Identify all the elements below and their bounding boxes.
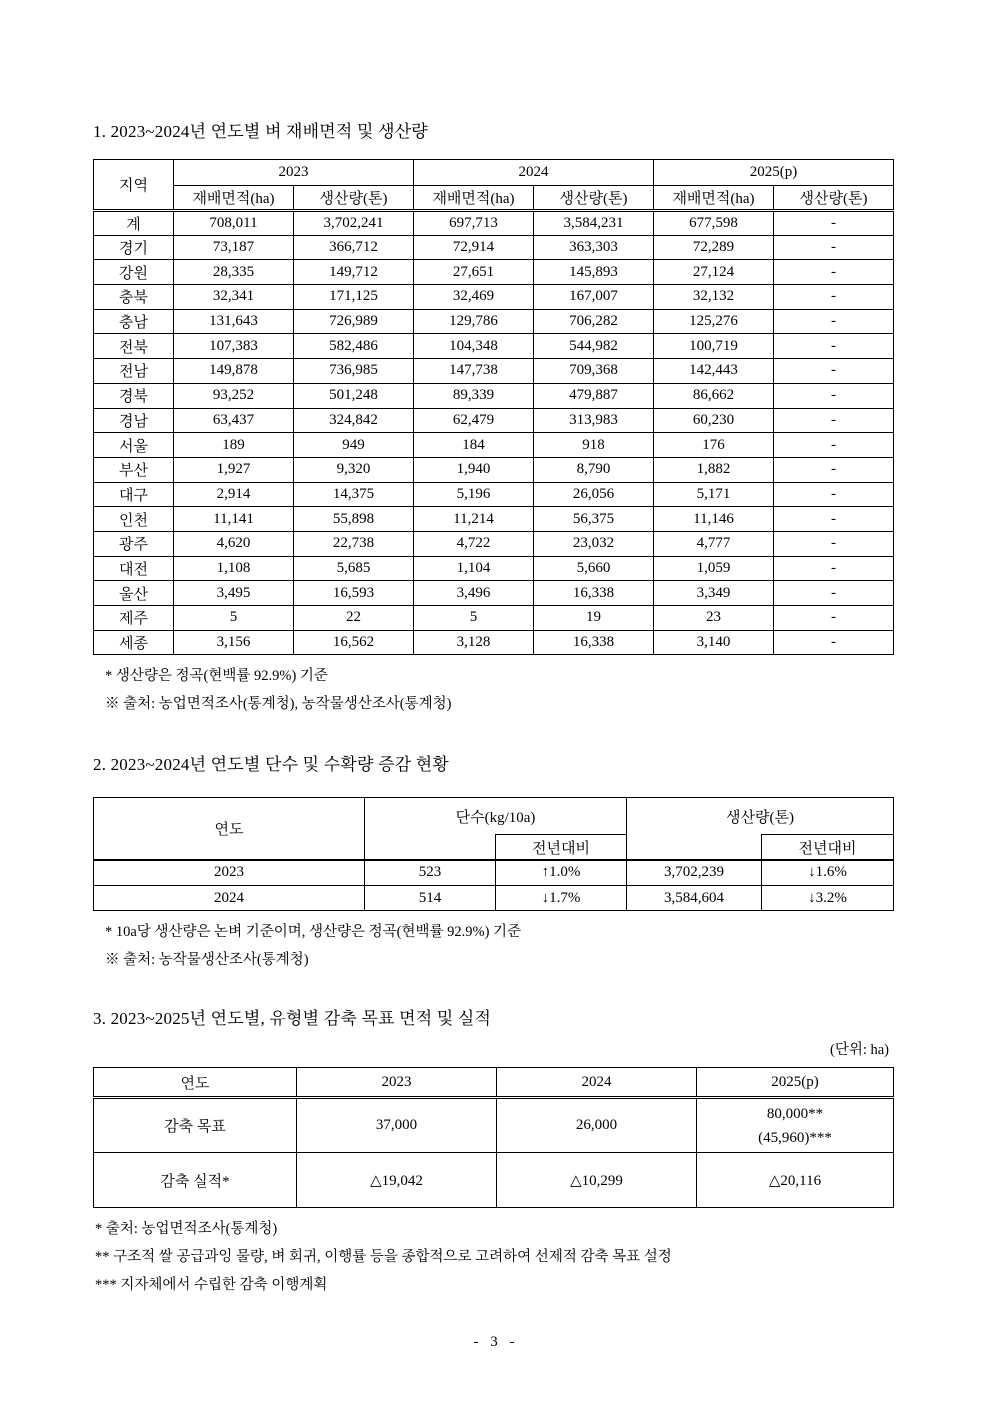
region-cell: 부산 xyxy=(94,457,174,482)
actual-2023-cell: △19,042 xyxy=(297,1153,497,1208)
spacer-cell xyxy=(627,835,762,860)
value-cell: 142,443 xyxy=(654,359,774,384)
production-header-cell: 생산량(톤) xyxy=(534,186,654,211)
value-cell: - xyxy=(774,531,894,556)
value-cell: 5 xyxy=(174,606,294,631)
yield-yoy-cell: ↓1.7% xyxy=(496,885,627,911)
value-cell: 708,011 xyxy=(174,211,294,236)
actual-2024-cell: △10,299 xyxy=(497,1153,697,1208)
value-cell: 582,486 xyxy=(294,334,414,359)
value-cell: - xyxy=(774,285,894,310)
table1-body xyxy=(94,211,894,655)
value-cell: 89,339 xyxy=(414,383,534,408)
value-cell: 23 xyxy=(654,606,774,631)
value-cell: - xyxy=(774,334,894,359)
section1-title: 1. 2023~2024년 연도별 벼 재배면적 및 생산량 xyxy=(93,122,428,141)
value-cell: 72,289 xyxy=(654,235,774,260)
region-cell: 인천 xyxy=(94,507,174,532)
yield-group-header: 단수(kg/10a) xyxy=(365,798,627,835)
value-cell: 4,620 xyxy=(174,531,294,556)
table-row xyxy=(94,334,894,359)
table1-year-header-row xyxy=(94,160,894,186)
value-cell: 147,738 xyxy=(414,359,534,384)
yield-cell: 523 xyxy=(365,860,496,886)
region-cell: 광주 xyxy=(94,531,174,556)
year-2023-header: 2023 xyxy=(297,1068,497,1098)
value-cell: 32,132 xyxy=(654,285,774,310)
table-row xyxy=(94,383,894,408)
unit-label: (단위: ha) xyxy=(829,1042,889,1059)
value-cell: 62,479 xyxy=(414,408,534,433)
year-2024-header: 2024 xyxy=(497,1068,697,1098)
table3-footnotes xyxy=(93,1215,893,1299)
value-cell: - xyxy=(774,630,894,655)
production-group-header: 생산량(톤) xyxy=(627,798,894,835)
value-cell: 9,320 xyxy=(294,457,414,482)
target-2025-line2: (45,960)*** xyxy=(758,1129,832,1146)
region-cell: 제주 xyxy=(94,606,174,631)
rice-area-production-table xyxy=(93,159,894,655)
value-cell: 11,146 xyxy=(654,507,774,532)
value-cell: 149,712 xyxy=(294,260,414,285)
region-header-cell: 지역 xyxy=(94,160,174,211)
document-page xyxy=(93,0,893,1299)
value-cell: 73,187 xyxy=(174,235,294,260)
value-cell: 706,282 xyxy=(534,309,654,334)
region-cell: 대구 xyxy=(94,482,174,507)
region-cell: 충북 xyxy=(94,285,174,310)
value-cell: 104,348 xyxy=(414,334,534,359)
value-cell: 5,196 xyxy=(414,482,534,507)
area-header-cell: 재배면적(ha) xyxy=(414,186,534,211)
area-header-cell: 재배면적(ha) xyxy=(654,186,774,211)
value-cell: 4,722 xyxy=(414,531,534,556)
yield-cell: 514 xyxy=(365,885,496,911)
value-cell: - xyxy=(774,606,894,631)
footnote: ** 구조적 쌀 공급과잉 물량, 벼 회귀, 이행률 등을 종합적으로 고려하여 선제적 감축 목표 설정 xyxy=(95,1249,672,1266)
value-cell: 63,437 xyxy=(174,408,294,433)
actual-2025-cell: △20,116 xyxy=(697,1153,894,1208)
footnote: ※ 출처: 농작물생산조사(통계청) xyxy=(105,952,309,969)
table1-footnotes xyxy=(93,662,893,718)
table-row xyxy=(94,433,894,458)
value-cell: 11,214 xyxy=(414,507,534,532)
value-cell: - xyxy=(774,457,894,482)
table-row xyxy=(94,211,894,236)
region-cell: 대전 xyxy=(94,556,174,581)
year-2024-header: 2024 xyxy=(414,160,654,186)
value-cell: - xyxy=(774,581,894,606)
table3-header-row xyxy=(94,1068,894,1098)
value-cell: 1,059 xyxy=(654,556,774,581)
yoy-header-cell: 전년대비 xyxy=(496,835,627,860)
value-cell: 4,777 xyxy=(654,531,774,556)
value-cell: - xyxy=(774,507,894,532)
reduction-target-table xyxy=(93,1067,894,1208)
value-cell: 3,349 xyxy=(654,581,774,606)
production-header-cell: 생산량(톤) xyxy=(294,186,414,211)
value-cell: 19 xyxy=(534,606,654,631)
value-cell: - xyxy=(774,383,894,408)
value-cell: 16,593 xyxy=(294,581,414,606)
table-row xyxy=(94,606,894,631)
value-cell: 709,368 xyxy=(534,359,654,384)
value-cell: 167,007 xyxy=(534,285,654,310)
value-cell: 125,276 xyxy=(654,309,774,334)
table-row xyxy=(94,885,894,911)
value-cell: 171,125 xyxy=(294,285,414,310)
value-cell: 918 xyxy=(534,433,654,458)
yoy-header-cell: 전년대비 xyxy=(762,835,894,860)
value-cell: 131,643 xyxy=(174,309,294,334)
footnote: * 출처: 농업면적조사(통계청) xyxy=(95,1221,278,1238)
region-cell: 경남 xyxy=(94,408,174,433)
year-2025-header: 2025(p) xyxy=(654,160,894,186)
reduction-target-row xyxy=(94,1098,894,1153)
value-cell: 72,914 xyxy=(414,235,534,260)
page-number: - 3 - xyxy=(473,1334,519,1350)
value-cell: 363,303 xyxy=(534,235,654,260)
value-cell: 27,651 xyxy=(414,260,534,285)
value-cell: 93,252 xyxy=(174,383,294,408)
value-cell: - xyxy=(774,408,894,433)
value-cell: 3,156 xyxy=(174,630,294,655)
value-cell: - xyxy=(774,433,894,458)
year-2023-header: 2023 xyxy=(174,160,414,186)
value-cell: 28,335 xyxy=(174,260,294,285)
value-cell: 8,790 xyxy=(534,457,654,482)
table-row xyxy=(94,556,894,581)
target-2025-cell xyxy=(697,1098,894,1153)
region-cell: 울산 xyxy=(94,581,174,606)
yield-yoy-cell: ↑1.0% xyxy=(496,860,627,886)
target-2024-cell: 26,000 xyxy=(497,1098,697,1153)
value-cell: 5,660 xyxy=(534,556,654,581)
year-cell: 2023 xyxy=(94,860,365,886)
footnote: * 생산량은 정곡(현백률 92.9%) 기준 xyxy=(105,668,328,685)
value-cell: 32,469 xyxy=(414,285,534,310)
region-cell: 충남 xyxy=(94,309,174,334)
region-cell: 경기 xyxy=(94,235,174,260)
value-cell: - xyxy=(774,556,894,581)
value-cell: 501,248 xyxy=(294,383,414,408)
value-cell: 324,842 xyxy=(294,408,414,433)
section2-title: 2. 2023~2024년 연도별 단수 및 수확량 증감 현황 xyxy=(93,755,450,775)
value-cell: 5,685 xyxy=(294,556,414,581)
value-cell: - xyxy=(774,309,894,334)
value-cell: 544,982 xyxy=(534,334,654,359)
footnote: *** 지자체에서 수립한 감축 이행계획 xyxy=(95,1277,328,1294)
value-cell: 22,738 xyxy=(294,531,414,556)
value-cell: 32,341 xyxy=(174,285,294,310)
value-cell: 11,141 xyxy=(174,507,294,532)
yield-change-table xyxy=(93,797,894,911)
region-cell: 경북 xyxy=(94,383,174,408)
table-row xyxy=(94,581,894,606)
value-cell: 184 xyxy=(414,433,534,458)
row-label-cell: 감축 목표 xyxy=(94,1098,297,1153)
value-cell: 145,893 xyxy=(534,260,654,285)
table-row xyxy=(94,507,894,532)
value-cell: 5,171 xyxy=(654,482,774,507)
value-cell: - xyxy=(774,359,894,384)
value-cell: 3,702,241 xyxy=(294,211,414,236)
value-cell: 3,584,231 xyxy=(534,211,654,236)
footnote: * 10a당 생산량은 논벼 기준이며, 생산량은 정곡(현백률 92.9%) 기준 xyxy=(105,924,522,941)
value-cell: 1,108 xyxy=(174,556,294,581)
value-cell: 2,914 xyxy=(174,482,294,507)
value-cell: 1,882 xyxy=(654,457,774,482)
table-row xyxy=(94,457,894,482)
value-cell: 189 xyxy=(174,433,294,458)
value-cell: 100,719 xyxy=(654,334,774,359)
table2-group-header-row xyxy=(94,798,894,835)
production-header-cell: 생산량(톤) xyxy=(774,186,894,211)
value-cell: 22 xyxy=(294,606,414,631)
area-header-cell: 재배면적(ha) xyxy=(174,186,294,211)
row-label-cell: 감축 실적* xyxy=(94,1153,297,1208)
production-cell: 3,584,604 xyxy=(627,885,762,911)
value-cell: 107,383 xyxy=(174,334,294,359)
value-cell: 949 xyxy=(294,433,414,458)
value-cell: 1,927 xyxy=(174,457,294,482)
value-cell: 3,128 xyxy=(414,630,534,655)
value-cell: 23,032 xyxy=(534,531,654,556)
value-cell: 677,598 xyxy=(654,211,774,236)
value-cell: 3,495 xyxy=(174,581,294,606)
table-row xyxy=(94,482,894,507)
reduction-actual-row xyxy=(94,1153,894,1208)
table-row xyxy=(94,309,894,334)
value-cell: 56,375 xyxy=(534,507,654,532)
production-yoy-cell: ↓1.6% xyxy=(762,860,894,886)
value-cell: 726,989 xyxy=(294,309,414,334)
value-cell: - xyxy=(774,235,894,260)
value-cell: 27,124 xyxy=(654,260,774,285)
region-cell: 전남 xyxy=(94,359,174,384)
value-cell: 86,662 xyxy=(654,383,774,408)
value-cell: 736,985 xyxy=(294,359,414,384)
production-cell: 3,702,239 xyxy=(627,860,762,886)
table-row xyxy=(94,630,894,655)
table1-sub-header-row xyxy=(94,186,894,211)
value-cell: 3,140 xyxy=(654,630,774,655)
region-cell: 강원 xyxy=(94,260,174,285)
production-yoy-cell: ↓3.2% xyxy=(762,885,894,911)
value-cell: 366,712 xyxy=(294,235,414,260)
region-cell: 전북 xyxy=(94,334,174,359)
table2-footnotes xyxy=(93,918,893,974)
region-cell: 서울 xyxy=(94,433,174,458)
value-cell: 479,887 xyxy=(534,383,654,408)
value-cell: 5 xyxy=(414,606,534,631)
value-cell: 1,104 xyxy=(414,556,534,581)
value-cell: 3,496 xyxy=(414,581,534,606)
value-cell: 16,338 xyxy=(534,630,654,655)
year-cell: 2024 xyxy=(94,885,365,911)
value-cell: - xyxy=(774,482,894,507)
year-header-cell: 연도 xyxy=(94,1068,297,1098)
value-cell: 26,056 xyxy=(534,482,654,507)
value-cell: 313,983 xyxy=(534,408,654,433)
table-row xyxy=(94,235,894,260)
value-cell: - xyxy=(774,211,894,236)
value-cell: 55,898 xyxy=(294,507,414,532)
value-cell: 1,940 xyxy=(414,457,534,482)
section3-title: 3. 2023~2025년 연도별, 유형별 감축 목표 면적 및 실적 xyxy=(93,1009,492,1029)
target-2023-cell: 37,000 xyxy=(297,1098,497,1153)
year-2025-header: 2025(p) xyxy=(697,1068,894,1098)
value-cell: 60,230 xyxy=(654,408,774,433)
value-cell: 176 xyxy=(654,433,774,458)
spacer-cell xyxy=(365,835,496,860)
table-row xyxy=(94,860,894,886)
table-row xyxy=(94,285,894,310)
table-row xyxy=(94,359,894,384)
value-cell: 129,786 xyxy=(414,309,534,334)
year-header-cell: 연도 xyxy=(94,798,365,860)
table-row xyxy=(94,531,894,556)
value-cell: 14,375 xyxy=(294,482,414,507)
value-cell: 16,562 xyxy=(294,630,414,655)
table-row xyxy=(94,260,894,285)
value-cell: - xyxy=(774,260,894,285)
value-cell: 697,713 xyxy=(414,211,534,236)
target-2025-line1: 80,000** xyxy=(766,1105,824,1122)
footnote: ※ 출처: 농업면적조사(통계청), 농작물생산조사(통계청) xyxy=(105,696,452,713)
value-cell: 16,338 xyxy=(534,581,654,606)
value-cell: 149,878 xyxy=(174,359,294,384)
table-row xyxy=(94,408,894,433)
region-cell: 세종 xyxy=(94,630,174,655)
region-cell: 계 xyxy=(94,211,174,236)
